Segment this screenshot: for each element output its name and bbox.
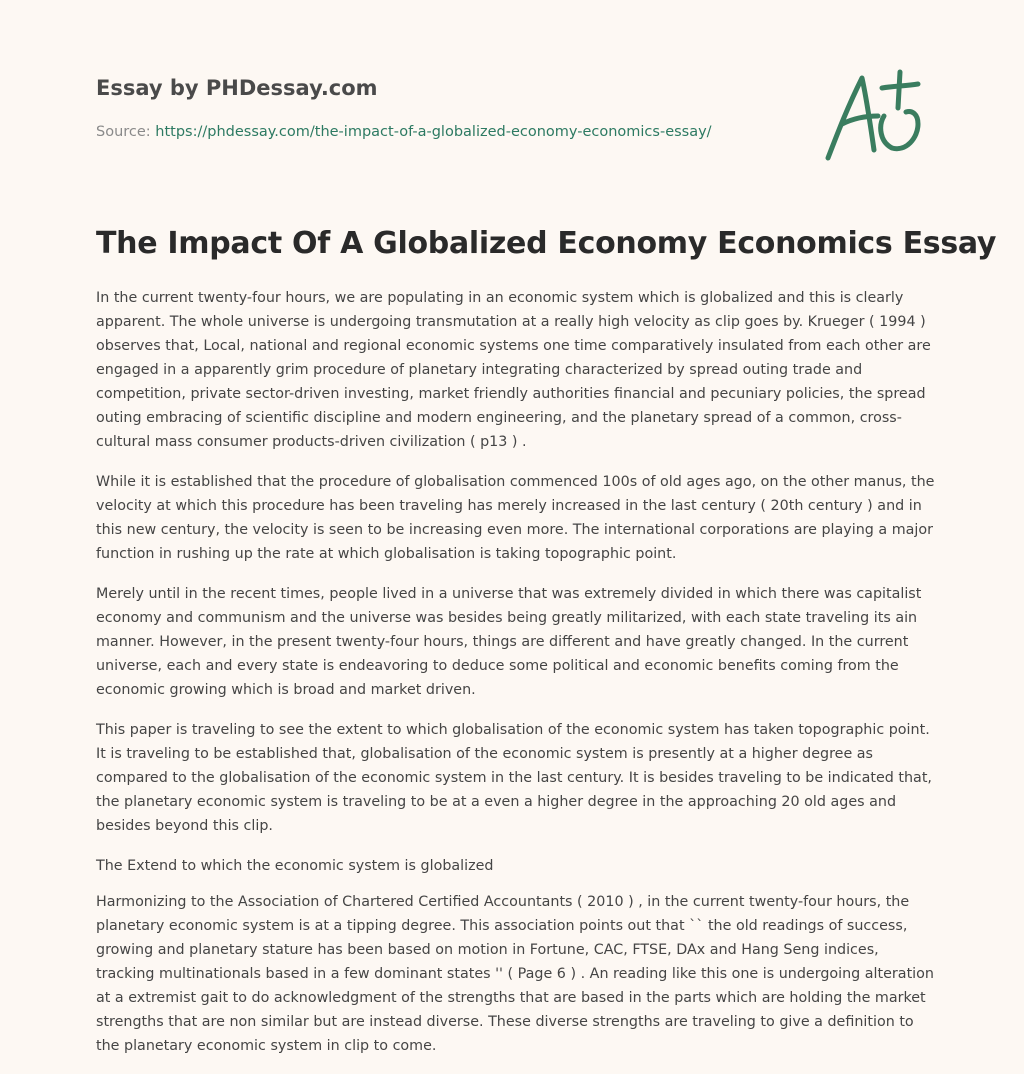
section-heading: The Extend to which the economic system is globalized: [96, 858, 494, 874]
paragraph: In the current twenty-four hours, we are populating in an economic system which is globalized and this is clearly apparent. The whole universe is undergoing transmutation at a really high velocity as clip goes by. Krueger ( 1994 ) observes that, Local, national and regional economic systems one time comparatively insulated from each other are engaged in a apparently grim procedure of planetary integrating characterized by spread outing trade and competition, private sector-driven investing, market friendly authorities financial and pecuniary policies, the spread outing embracing of scientific discipline and modern engineering, and the planetary spread of a common, cross-cultural mass consumer products-driven civilization ( p13 ) .: [96, 290, 931, 450]
paragraph: This paper is traveling to see the extent to which globalisation of the economic system has taken topographic point. It is traveling to be established that, globalisation of the economic system is presently at a higher degree as compared to the globalisation of the economic system in the last century. It is besides traveling to be indicated that, the planetary economic system is traveling to be at a even a higher degree in the approaching 20 old ages and besides beyond this clip.: [96, 722, 932, 834]
site-brand: Essay by PHDessay.com: [96, 76, 378, 100]
paragraph: Harmonizing to the Association of Chartered Certified Accountants ( 2010 ) , in the current twenty-four hours, the planetary economic system is at a tipping degree. This association points out that `` the old readings of success, growing and planetary stature has been based on motion in Fortune, CAC, FTSE, DAx and Hang Seng indices, tracking multinationals based in a few dominant states '' ( Page 6 ) . An reading like this one is undergoing alteration at a extremist gait to do acknowledgment of the strengths that are based in the parts which are holding the market strengths that are non similar but are instead diverse. These diverse strengths are traveling to give a definition to the planetary economic system in clip to come.: [96, 894, 934, 1054]
essay-title: The Impact Of A Globalized Economy Economics Essay: [96, 226, 997, 261]
a-plus-logo-icon: [814, 66, 926, 166]
paragraph: Merely until in the recent times, people lived in a universe that was extremely divided in which there was capitalist economy and communism and the universe was besides being greatly militarized, with each state traveling its ain manner. However, in the present twenty-four hours, things are different and have greatly changed. In the current universe, each and every state is endeavoring to deduce some political and economic benefits coming from the economic growing which is broad and market driven.: [96, 586, 922, 698]
source-label: Source:: [96, 124, 151, 140]
source-link[interactable]: https://phdessay.com/the-impact-of-a-globalized-economy-economics-essay/: [155, 124, 712, 140]
essay-body: [96, 286, 936, 1074]
paragraph: While it is established that the procedure of globalisation commenced 100s of old ages ago, on the other manus, the velocity at which this procedure has been traveling has merely increased in the last century ( 20th century ) and in this new century, the velocity is seen to be increasing even more. The international corporations are playing a major function in rushing up the rate at which globalisation is taking topographic point.: [96, 474, 935, 562]
source-line: [96, 124, 712, 140]
